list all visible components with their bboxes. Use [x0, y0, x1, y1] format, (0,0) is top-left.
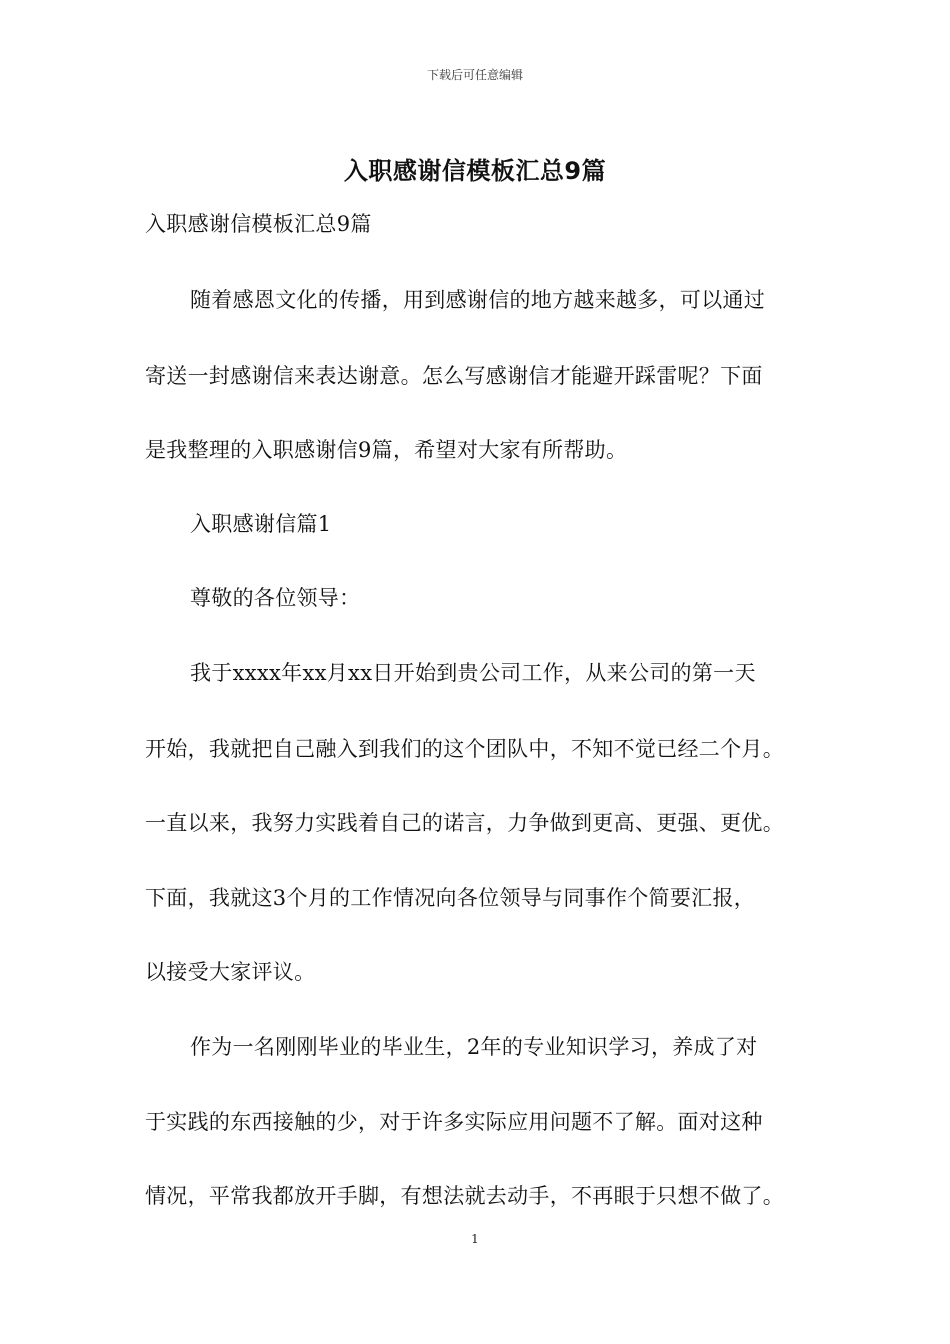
paragraph-line: 随着感恩文化的传播，用到感谢信的地方越来越多，可以通过 — [190, 288, 766, 312]
paragraph-line: 于实践的东西接触的少，对于许多实际应用问题不了解。面对这种 — [145, 1110, 763, 1134]
salutation-line: 尊敬的各位领导： — [190, 586, 361, 610]
paragraph-line: 是我整理的入职感谢信9篇，希望对大家有所帮助。 — [145, 438, 628, 462]
paragraph-line: 情况，平常我都放开手脚，有想法就去动手，不再眼于只想不做了。 — [145, 1184, 784, 1208]
paragraph-line: 下面，我就这3个月的工作情况向各位领导与同事作个简要汇报， — [145, 886, 756, 910]
section-heading: 入职感谢信篇1 — [190, 512, 332, 536]
page-number: 1 — [471, 1232, 479, 1246]
paragraph-line: 我于xxxx年xx月xx日开始到贵公司工作，从来公司的第一天 — [190, 661, 756, 685]
paragraph-line: 开始，我就把自己融入到我们的这个团队中，不知不觉已经二个月。 — [145, 737, 784, 761]
document-title: 入职感谢信模板汇总9篇 — [343, 157, 607, 185]
subtitle-line: 入职感谢信模板汇总9篇 — [145, 212, 372, 236]
header-note: 下载后可任意编辑 — [426, 68, 523, 82]
paragraph-line: 以接受大家评议。 — [145, 960, 316, 984]
paragraph-line: 一直以来，我努力实践着自己的诺言，力争做到更高、更强、更优。 — [145, 811, 784, 835]
paragraph-line: 作为一名刚刚毕业的毕业生，2年的专业知识学习，养成了对 — [190, 1035, 758, 1059]
paragraph-line: 寄送一封感谢信来表达谢意。怎么写感谢信才能避开踩雷呢？下面 — [145, 364, 763, 388]
